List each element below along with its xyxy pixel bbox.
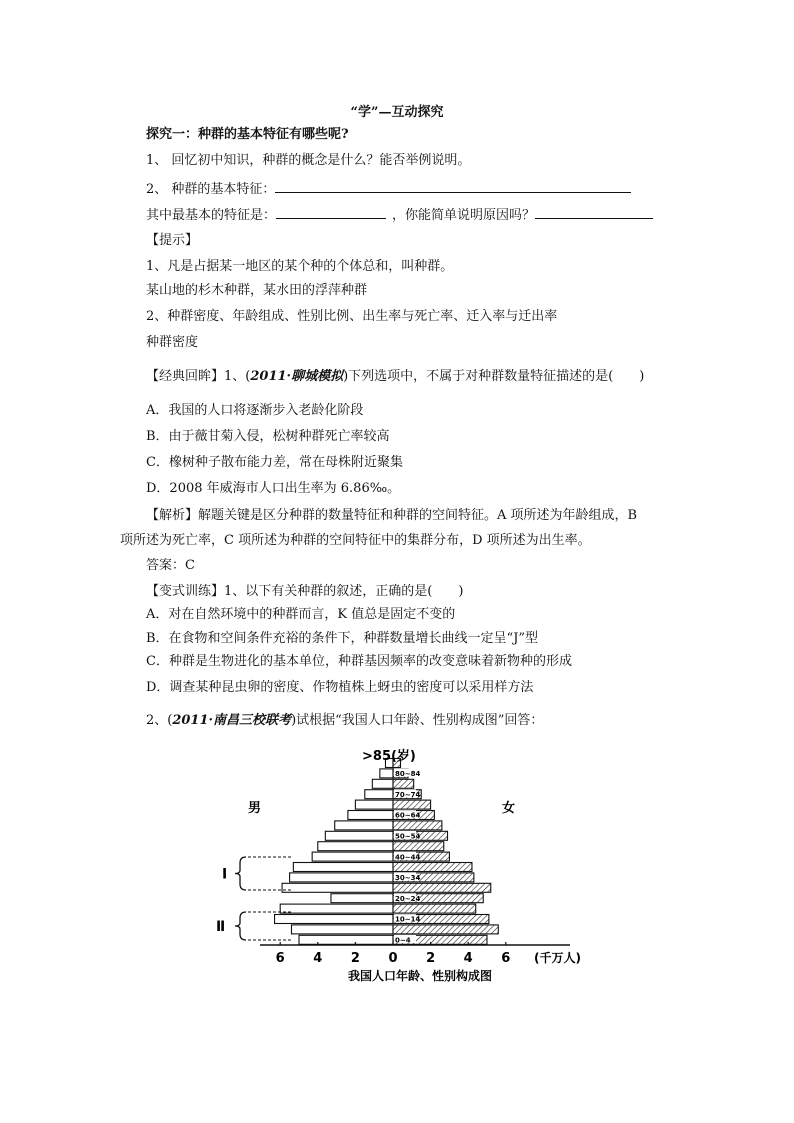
male-label: 男	[248, 801, 262, 816]
classic-label: 【经典回眸】	[146, 369, 225, 384]
pyramid-bars	[275, 759, 499, 945]
male-bar-60~64	[348, 811, 393, 820]
x-tick-label: 0	[388, 951, 398, 966]
male-bar-70~74	[365, 790, 393, 799]
population-pyramid-chart	[216, 742, 620, 992]
age-label-0~4: 0~4	[395, 936, 411, 945]
question-2b-middle: ，你能简单说明原因吗？	[392, 208, 536, 223]
x-tick-label: 2	[426, 951, 436, 966]
age-label-10~14: 10~14	[395, 915, 421, 924]
variant-q2-suffix: )试根据“我国人口年龄、性别构成图”回答：	[291, 713, 544, 728]
female-bar-5~9	[393, 925, 498, 934]
hint-label: 【提示】	[146, 233, 199, 248]
classic-source: 2011·聊城模拟	[250, 369, 344, 384]
female-bar-65~69	[393, 800, 431, 809]
page-title: “学”—互动探究	[350, 105, 444, 120]
female-bar-35~39	[393, 863, 472, 872]
answer-blank[interactable]	[535, 206, 653, 219]
analysis-line-1: 【解析】解题关键是区分种群的数量特征和种群的空间特征。A 项所述为年龄组成，B	[146, 508, 638, 523]
age-label-20~24: 20~24	[395, 894, 421, 903]
top-age-label: >85(岁)	[362, 749, 416, 764]
answer-blank[interactable]	[275, 180, 631, 193]
female-bar-45~49	[393, 842, 444, 851]
male-bar-65~69	[355, 800, 393, 809]
question-2b-label: 其中最基本的特征是：	[146, 208, 277, 223]
male-bar-20~24	[331, 894, 393, 903]
chart-title: 我国人口年龄、性别构成图	[347, 969, 493, 983]
answer-blank[interactable]	[276, 206, 386, 219]
group-label: Ⅰ	[222, 866, 228, 883]
variant-question	[146, 583, 463, 601]
variant-option-c: C．种群是生物进化的基本单位，种群基因频率的改变意味着新物种的形成	[146, 654, 572, 669]
hint-1-example: 某山地的杉木种群，某水田的浮萍种群	[146, 283, 368, 298]
female-bar-75~79	[393, 779, 414, 788]
answer: 答案：C	[146, 558, 195, 573]
age-label-30~34: 30~34	[395, 874, 421, 883]
hint-2: 2、种群密度、年龄组成、性别比例、出生率与死亡率、迁入率与迁出率	[146, 309, 558, 324]
male-bar-50~54	[325, 831, 393, 840]
age-group-labels	[394, 769, 420, 945]
variant-q2-prefix: 2、(	[146, 713, 173, 728]
variant-stem: 1、以下有关种群的叙述，正确的是( )	[224, 584, 464, 599]
age-label-60~64: 60~64	[395, 811, 421, 820]
male-bar-0~4	[299, 935, 393, 944]
age-label-50~54: 50~54	[395, 832, 421, 841]
classic-option-a: A．我国的人口将逐渐步入老龄化阶段	[146, 403, 364, 418]
x-tick-label: 2	[350, 951, 360, 966]
curly-brace-icon	[235, 857, 246, 890]
question-2-label: 2、 种群的基本特征：	[146, 182, 276, 197]
x-tick-label: 4	[463, 951, 473, 966]
question-2b	[146, 206, 653, 225]
female-label: 女	[502, 801, 516, 816]
group-brackets	[216, 857, 292, 940]
male-bar-30~34	[290, 873, 393, 882]
female-bar-55~59	[393, 821, 442, 830]
age-label-70~74: 70~74	[395, 790, 421, 799]
question-1: 1、 回忆初中知识，种群的概念是什么？能否举例说明。	[146, 153, 471, 168]
male-bar-35~39	[293, 863, 393, 872]
inquiry-heading: 探究一：种群的基本特征有哪些呢?	[146, 127, 349, 142]
unit-label: (千万人)	[534, 951, 581, 965]
classic-option-b: B．由于薇甘菊入侵，松树种群死亡率较高	[146, 429, 390, 444]
x-axis	[260, 942, 570, 966]
male-bar-15~19	[280, 904, 393, 913]
classic-stem-suffix: )下列选项中，不属于对种群数量特征描述的是( )	[343, 369, 645, 384]
group-label: Ⅱ	[216, 919, 226, 935]
age-label-80~84: 80~84	[395, 770, 421, 779]
variant-question-2	[146, 712, 543, 730]
male-bar-40~44	[312, 852, 393, 861]
x-tick-label: 4	[313, 951, 323, 966]
analysis-line-2: 项所述为死亡率，C 项所述为种群的空间特征中的集群分布，D 项所述为出生率。	[120, 533, 591, 548]
male-bar-5~9	[291, 925, 393, 934]
classic-question	[146, 368, 644, 386]
classic-stem-prefix: 1、(	[224, 369, 251, 384]
variant-option-b: B．在食物和空间条件充裕的条件下，种群数量增长曲线一定呈“J”型	[146, 631, 539, 646]
variant-label: 【变式训练】	[146, 584, 225, 599]
x-tick-label: 6	[501, 951, 511, 966]
variant-q2-source: 2011·南昌三校联考	[172, 713, 292, 728]
hint-2-answer: 种群密度	[146, 335, 199, 350]
female-bar-15~19	[393, 904, 476, 913]
female-bar-25~29	[393, 883, 491, 892]
classic-option-d: D．2008 年威海市人口出生率为 6.86‰。	[146, 481, 401, 496]
x-tick-label: 6	[275, 951, 285, 966]
male-bar-10~14	[275, 915, 393, 924]
question-2	[146, 180, 631, 199]
age-label-40~44: 40~44	[395, 853, 421, 862]
classic-option-c: C．橡树种子散布能力差，常在母株附近聚集	[146, 455, 403, 470]
variant-option-a: A．对在自然环境中的种群而言，K 值总是固定不变的	[146, 607, 456, 622]
hint-1: 1、凡是占据某一地区的某个种的个体总和，叫种群。	[146, 259, 454, 274]
male-bar-75~79	[372, 779, 393, 788]
male-bar-45~49	[318, 842, 393, 851]
variant-option-d: D．调查某种昆虫卵的密度、作物植株上蚜虫的密度可以采用样方法	[146, 680, 534, 695]
curly-brace-icon	[235, 912, 246, 940]
male-bar-25~29	[282, 883, 393, 892]
male-bar-80~84	[380, 769, 393, 778]
male-bar-55~59	[335, 821, 393, 830]
